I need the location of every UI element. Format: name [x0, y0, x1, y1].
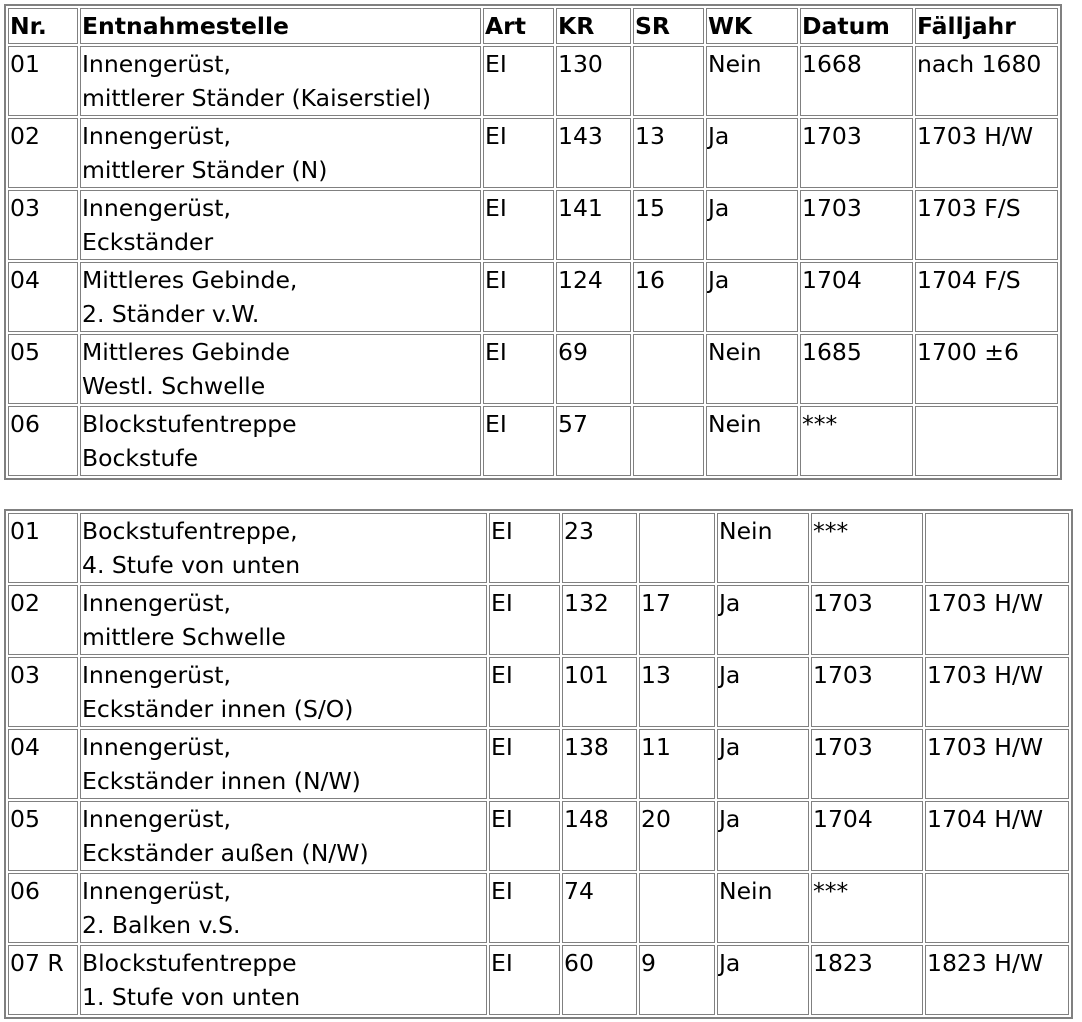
- cell-line: Eckständer: [82, 228, 214, 256]
- cell-wk: Ja: [717, 801, 809, 871]
- header-kr: KR: [556, 8, 631, 44]
- sample-table-1: [4, 4, 1062, 480]
- cell-entnahmestelle: [80, 585, 487, 655]
- header-datum: Datum: [800, 8, 913, 44]
- cell-nr: 01: [8, 513, 78, 583]
- cell-art: EI: [489, 585, 560, 655]
- cell-sr: 11: [639, 729, 715, 799]
- header-nr: Nr.: [8, 8, 78, 44]
- cell-line: Eckständer außen (N/W): [82, 839, 369, 867]
- cell-nr: 03: [8, 190, 78, 260]
- cell-sr: [633, 46, 704, 116]
- cell-kr: 74: [562, 873, 637, 943]
- cell-nr: 03: [8, 657, 78, 727]
- cell-line: Innengerüst,: [82, 661, 231, 689]
- cell-kr: 69: [556, 334, 631, 404]
- cell-line: Blockstufentreppe: [82, 410, 297, 438]
- cell-line: Innengerüst,: [82, 805, 231, 833]
- cell-entnahmestelle: [80, 190, 481, 260]
- header-faelljahr: Fälljahr: [915, 8, 1058, 44]
- cell-nr: 02: [8, 585, 78, 655]
- cell-wk: Ja: [706, 190, 798, 260]
- cell-datum: 1704: [800, 262, 913, 332]
- cell-faelljahr: nach 1680: [915, 46, 1058, 116]
- cell-nr: 07 R: [8, 945, 78, 1015]
- cell-faelljahr: [925, 513, 1069, 583]
- cell-art: EI: [483, 118, 554, 188]
- cell-kr: 124: [556, 262, 631, 332]
- cell-art: EI: [483, 334, 554, 404]
- table-row: [8, 729, 1069, 799]
- cell-entnahmestelle: [80, 729, 487, 799]
- cell-art: EI: [483, 190, 554, 260]
- cell-wk: Nein: [706, 46, 798, 116]
- cell-datum: 1823: [811, 945, 923, 1015]
- cell-nr: 06: [8, 406, 78, 476]
- cell-art: EI: [489, 657, 560, 727]
- header-sr: SR: [633, 8, 704, 44]
- cell-wk: Nein: [706, 334, 798, 404]
- cell-faelljahr: 1700 ±6: [915, 334, 1058, 404]
- cell-nr: 02: [8, 118, 78, 188]
- cell-kr: 130: [556, 46, 631, 116]
- cell-sr: [633, 334, 704, 404]
- cell-wk: Nein: [717, 513, 809, 583]
- cell-wk: Ja: [706, 262, 798, 332]
- cell-nr: 06: [8, 873, 78, 943]
- table-row: [8, 657, 1069, 727]
- cell-sr: 15: [633, 190, 704, 260]
- cell-nr: 04: [8, 262, 78, 332]
- cell-line: Innengerüst,: [82, 194, 231, 222]
- cell-nr: 01: [8, 46, 78, 116]
- table-row: [8, 801, 1069, 871]
- cell-sr: 9: [639, 945, 715, 1015]
- cell-line: 2. Balken v.S.: [82, 911, 241, 939]
- cell-wk: Ja: [717, 729, 809, 799]
- cell-line: mittlerer Ständer (Kaiserstiel): [82, 84, 432, 112]
- cell-entnahmestelle: [80, 801, 487, 871]
- cell-line: mittlerer Ständer (N): [82, 156, 328, 184]
- cell-art: EI: [489, 729, 560, 799]
- cell-line: Innengerüst,: [82, 122, 231, 150]
- cell-line: Eckständer innen (N/W): [82, 767, 361, 795]
- table-row: [8, 585, 1069, 655]
- cell-kr: 138: [562, 729, 637, 799]
- cell-wk: Ja: [717, 585, 809, 655]
- table-row: [8, 406, 1058, 476]
- cell-faelljahr: 1703 H/W: [925, 585, 1069, 655]
- table-row: [8, 334, 1058, 404]
- cell-line: Innengerüst,: [82, 589, 231, 617]
- cell-entnahmestelle: [80, 657, 487, 727]
- table-row: [8, 873, 1069, 943]
- cell-kr: 148: [562, 801, 637, 871]
- cell-kr: 143: [556, 118, 631, 188]
- cell-kr: 57: [556, 406, 631, 476]
- cell-art: EI: [489, 513, 560, 583]
- cell-wk: Ja: [706, 118, 798, 188]
- cell-datum: 1703: [811, 729, 923, 799]
- cell-faelljahr: [925, 873, 1069, 943]
- cell-datum: 1703: [800, 190, 913, 260]
- cell-datum: 1704: [811, 801, 923, 871]
- cell-faelljahr: 1703 H/W: [925, 657, 1069, 727]
- cell-entnahmestelle: [80, 334, 481, 404]
- cell-wk: Ja: [717, 657, 809, 727]
- cell-art: EI: [489, 801, 560, 871]
- header-row: [8, 8, 1058, 44]
- header-entnahmestelle: Entnahmestelle: [80, 8, 481, 44]
- table-row: [8, 46, 1058, 116]
- table-row: [8, 513, 1069, 583]
- cell-datum: 1685: [800, 334, 913, 404]
- cell-art: EI: [483, 46, 554, 116]
- cell-faelljahr: 1704 H/W: [925, 801, 1069, 871]
- cell-entnahmestelle: [80, 873, 487, 943]
- cell-entnahmestelle: [80, 262, 481, 332]
- cell-line: Eckständer innen (S/O): [82, 695, 354, 723]
- cell-sr: 20: [639, 801, 715, 871]
- cell-line: Innengerüst,: [82, 877, 231, 905]
- cell-line: Mittleres Gebinde: [82, 338, 290, 366]
- cell-entnahmestelle: [80, 118, 481, 188]
- cell-datum: ***: [811, 513, 923, 583]
- cell-line: Bockstufentreppe,: [82, 517, 298, 545]
- cell-art: EI: [483, 406, 554, 476]
- cell-kr: 23: [562, 513, 637, 583]
- cell-entnahmestelle: [80, 406, 481, 476]
- cell-line: Innengerüst,: [82, 733, 231, 761]
- cell-faelljahr: 1704 F/S: [915, 262, 1058, 332]
- cell-sr: 13: [633, 118, 704, 188]
- cell-faelljahr: 1823 H/W: [925, 945, 1069, 1015]
- cell-line: Mittleres Gebinde,: [82, 266, 298, 294]
- cell-line: 1. Stufe von unten: [82, 983, 301, 1011]
- cell-datum: 1703: [811, 585, 923, 655]
- header-wk: WK: [706, 8, 798, 44]
- cell-sr: [633, 406, 704, 476]
- cell-kr: 132: [562, 585, 637, 655]
- table-row: [8, 118, 1058, 188]
- cell-line: Blockstufentreppe: [82, 949, 297, 977]
- cell-sr: [639, 513, 715, 583]
- cell-line: 4. Stufe von unten: [82, 551, 301, 579]
- cell-faelljahr: 1703 F/S: [915, 190, 1058, 260]
- cell-line: Bockstufe: [82, 444, 199, 472]
- cell-datum: 1703: [800, 118, 913, 188]
- cell-art: EI: [483, 262, 554, 332]
- cell-datum: 1703: [811, 657, 923, 727]
- cell-art: EI: [489, 945, 560, 1015]
- cell-datum: 1668: [800, 46, 913, 116]
- cell-kr: 141: [556, 190, 631, 260]
- cell-wk: Nein: [706, 406, 798, 476]
- cell-datum: ***: [811, 873, 923, 943]
- sample-table-2: [4, 509, 1073, 1019]
- cell-sr: 13: [639, 657, 715, 727]
- cell-datum: ***: [800, 406, 913, 476]
- cell-entnahmestelle: [80, 513, 487, 583]
- table-row: [8, 262, 1058, 332]
- cell-art: EI: [489, 873, 560, 943]
- cell-sr: 16: [633, 262, 704, 332]
- cell-entnahmestelle: [80, 46, 481, 116]
- cell-sr: [639, 873, 715, 943]
- cell-nr: 05: [8, 334, 78, 404]
- cell-faelljahr: 1703 H/W: [925, 729, 1069, 799]
- cell-line: Innengerüst,: [82, 50, 231, 78]
- table-row: [8, 190, 1058, 260]
- cell-faelljahr: 1703 H/W: [915, 118, 1058, 188]
- cell-line: Westl. Schwelle: [82, 372, 266, 400]
- cell-wk: Ja: [717, 945, 809, 1015]
- table-row: [8, 945, 1069, 1015]
- header-art: Art: [483, 8, 554, 44]
- cell-sr: 17: [639, 585, 715, 655]
- cell-line: mittlere Schwelle: [82, 623, 286, 651]
- cell-entnahmestelle: [80, 945, 487, 1015]
- cell-line: 2. Ständer v.W.: [82, 300, 260, 328]
- cell-kr: 60: [562, 945, 637, 1015]
- cell-faelljahr: [915, 406, 1058, 476]
- cell-nr: 04: [8, 729, 78, 799]
- cell-wk: Nein: [717, 873, 809, 943]
- cell-kr: 101: [562, 657, 637, 727]
- cell-nr: 05: [8, 801, 78, 871]
